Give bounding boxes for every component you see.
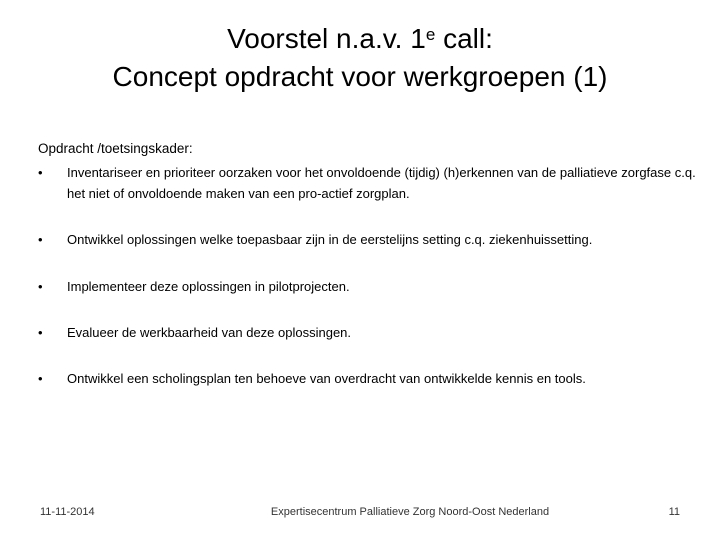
bullet-icon: • [38,232,43,247]
footer-page-number: 11 [668,506,680,518]
footer-organization: Expertisecentrum Palliatieve Zorg Noord-Oost Nederland [270,506,550,518]
bullet-icon: • [38,279,43,294]
bullet-icon: • [38,325,43,340]
section-heading: Opdracht /toetsingskader: [38,141,193,156]
title-superscript: e [425,25,436,44]
slide-title [40,20,680,96]
bullet-text: Ontwikkel oplossingen welke toepasbaar zijn in de eerstelijns setting c.q. ziekenhuissetting. [67,232,593,247]
bullet-text: Ontwikkel een scholingsplan ten behoeve van overdracht van ontwikkelde kennis en tools. [67,371,586,386]
bullet-text: Implementeer deze oplossingen in pilotprojecten. [67,279,350,294]
title-line-1-suffix: call: [435,23,493,54]
bullet-text: Evalueer de werkbaarheid van deze oplossingen. [67,325,352,340]
title-line-2: Concept opdracht voor werkgroepen (1) [112,61,608,92]
title-line-1-prefix: Voorstel n.a.v. 1 [227,23,426,54]
bullet-text: Inventariseer en prioriteer oorzaken voor het onvoldoende (tijdig) (h)erkennen van de palliatieve zorgfase c.q. het niet of onvoldoende maken van een pro-actief zorgplan. [67,165,696,201]
footer-date: 11-11-2014 [40,506,95,518]
bullet-icon: • [38,165,43,180]
bullet-icon: • [38,371,43,386]
title-line-1 [40,20,680,58]
